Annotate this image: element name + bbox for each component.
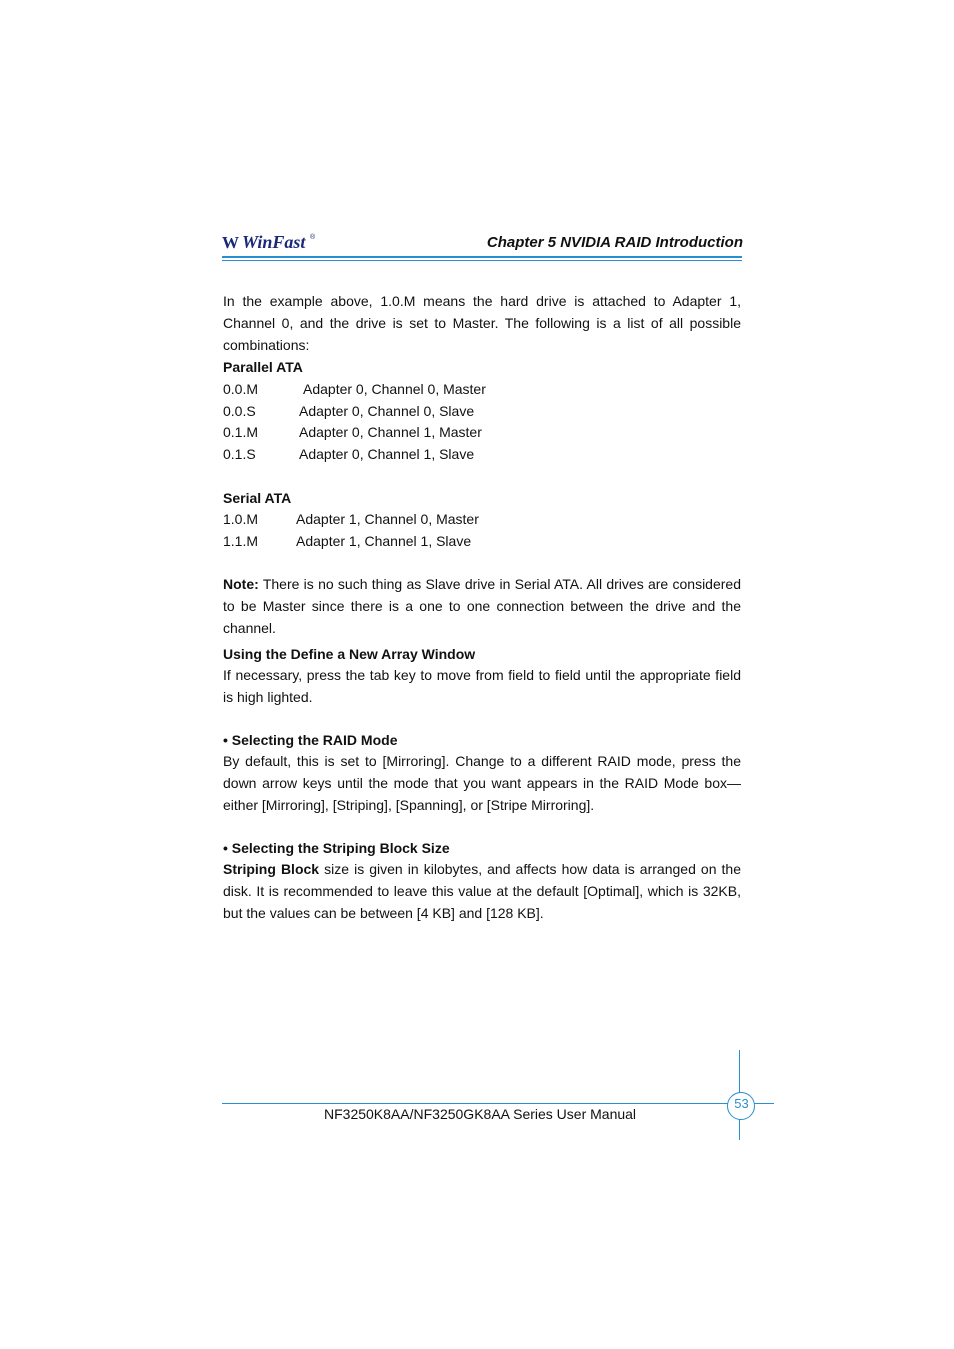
logo-mark: W xyxy=(222,233,237,252)
logo-text: WinFast xyxy=(242,232,306,252)
striping-text: size is given in kilobytes, and affects how data is arranged on the disk. It is recommended to leave this value at the default [Optimal], which is 32KB, but the values can be between [4 KB] and [128 KB]. xyxy=(223,861,741,921)
combo-code: 0.1.S xyxy=(223,446,256,462)
striping-paragraph xyxy=(223,859,741,924)
define-array-heading: Using the Define a New Array Window xyxy=(223,646,476,662)
logo-registered-mark: ® xyxy=(310,234,316,241)
parallel-row xyxy=(223,446,256,462)
serial-ata-heading: Serial ATA xyxy=(223,490,292,506)
combo-code: 1.1.M xyxy=(223,533,259,549)
parallel-row xyxy=(223,381,258,397)
combo-code: 0.1.M xyxy=(223,424,259,440)
winfast-logo xyxy=(222,232,332,254)
page-number: 53 xyxy=(734,1096,749,1111)
note-text: There is no such thing as Slave drive in Serial ATA. All drives are considered to be Master since there is a one to one connection between the drive and the channel. xyxy=(223,576,741,636)
combo-desc: Adapter 0, Channel 1, Master xyxy=(299,424,482,440)
combo-code: 0.0.M xyxy=(223,381,259,397)
combo-desc: Adapter 1, Channel 1, Slave xyxy=(296,533,472,549)
serial-row xyxy=(223,533,258,549)
striping-heading: • Selecting the Striping Block Size xyxy=(223,840,450,856)
note-paragraph xyxy=(223,574,741,639)
combo-desc: Adapter 1, Channel 0, Master xyxy=(296,511,479,527)
chapter-title: Chapter 5 NVIDIA RAID Introduction xyxy=(486,234,743,251)
header-rule-thick xyxy=(222,256,742,258)
parallel-ata-heading: Parallel ATA xyxy=(223,359,303,375)
combo-code: 1.0.M xyxy=(223,511,259,527)
parallel-row xyxy=(223,424,258,440)
footer-rule xyxy=(222,1103,774,1104)
combo-desc: Adapter 0, Channel 0, Slave xyxy=(299,403,475,419)
striping-bold: Striping Block xyxy=(223,861,320,877)
define-array-paragraph: If necessary, press the tab key to move from field to field until the appropriate field is high lighted. xyxy=(223,667,741,705)
intro-paragraph: In the example above, 1.0.M means the hard drive is attached to Adapter 1, Channel 0, and the drive is set to Master. The following is a list of all possible combinations: xyxy=(223,293,741,353)
raid-mode-heading: • Selecting the RAID Mode xyxy=(223,732,398,748)
note-label: Note: xyxy=(223,576,259,592)
combo-desc: Adapter 0, Channel 0, Master xyxy=(303,381,486,397)
parallel-row xyxy=(223,403,256,419)
combo-desc: Adapter 0, Channel 1, Slave xyxy=(299,446,475,462)
footer-manual-title: NF3250K8AA/NF3250GK8AA Series User Manual xyxy=(324,1106,637,1122)
combo-code: 0.0.S xyxy=(223,403,256,419)
raid-mode-paragraph: By default, this is set to [Mirroring]. Change to a different RAID mode, press the down arrow keys until the mode that you want appears in the RAID Mode box—either [Mirroring], [Striping], [Spanning], or [Stripe Mirroring]. xyxy=(223,753,741,813)
header-rule-thin xyxy=(222,260,742,261)
serial-row xyxy=(223,511,258,527)
